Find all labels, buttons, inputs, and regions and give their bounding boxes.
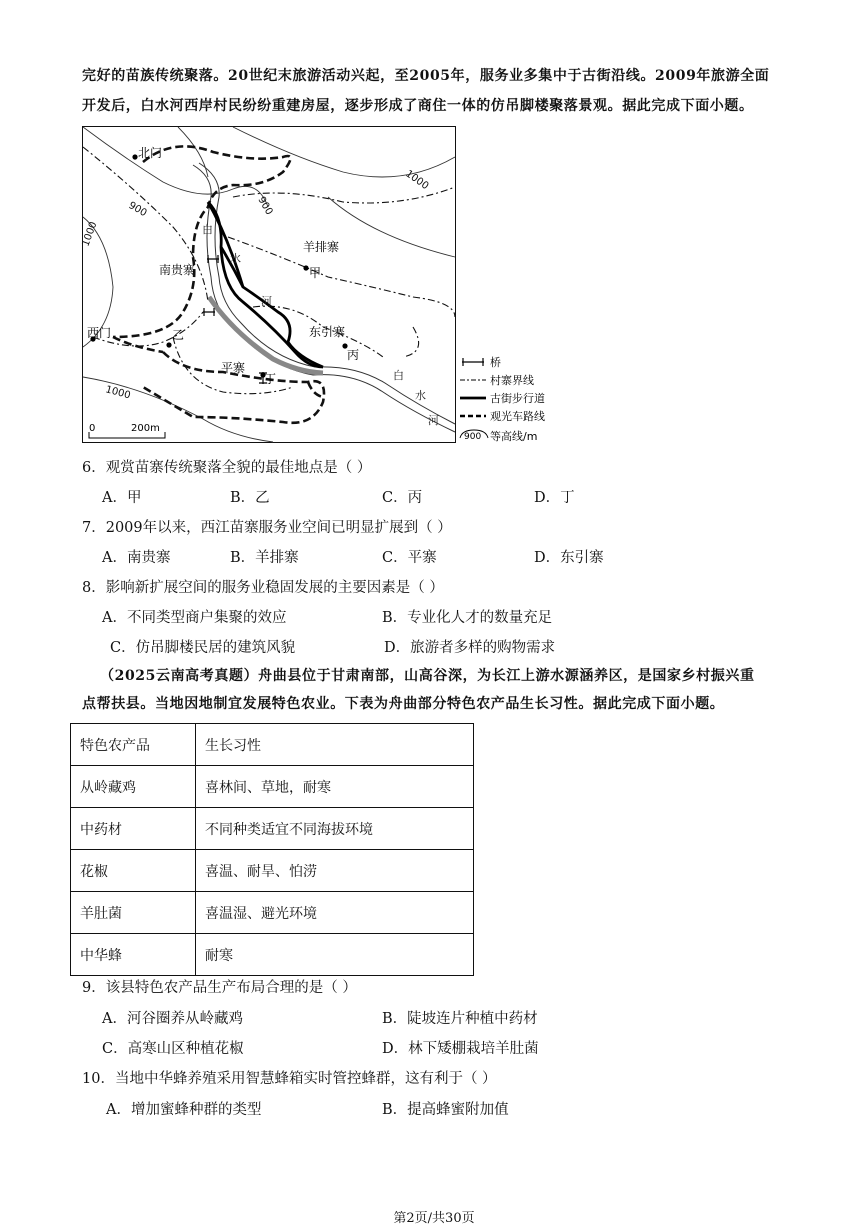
- q7-option-c[interactable]: C．平寨: [382, 550, 437, 566]
- map-legend: [458, 352, 578, 444]
- xijiang-map: [82, 126, 456, 443]
- contour-label: 1000: [80, 220, 100, 249]
- q6-option-a[interactable]: A．甲: [102, 490, 142, 506]
- q7-option-d[interactable]: D．东引寨: [534, 550, 604, 566]
- question-7: 7．2009年以来，西江苗寨服务业空间已明显扩展到（ ）: [82, 520, 452, 536]
- label-river-char: 河: [428, 414, 439, 427]
- q7-option-a[interactable]: A．南贵寨: [102, 550, 171, 566]
- bridge-icon: [462, 358, 484, 366]
- contour-label: 900: [255, 195, 275, 218]
- q7-option-b[interactable]: B．羊排寨: [230, 550, 299, 566]
- tour-bus-route-line: [308, 382, 323, 397]
- q9-option-b[interactable]: B．陡坡连片种植中药材: [382, 1011, 538, 1027]
- scale-zero: 0: [89, 423, 96, 434]
- question-6: 6．观赏苗寨传统聚落全貌的最佳地点是（ ）: [82, 460, 372, 476]
- table-row: [71, 892, 474, 934]
- table-cell: 羊肚菌: [71, 892, 196, 934]
- bridge-icon: [203, 308, 215, 316]
- label-west-gate: 西门: [87, 326, 112, 340]
- ancient-street-line: [208, 202, 323, 367]
- legend-label: 村寨界线: [490, 374, 534, 387]
- q6-option-c[interactable]: C．丙: [382, 490, 423, 506]
- q8-option-c[interactable]: C．仿吊脚楼民居的建筑风貌: [110, 640, 296, 656]
- label-river-char: 水: [230, 252, 241, 265]
- table-row: [71, 850, 474, 892]
- label-river-char: 河: [261, 295, 272, 308]
- table-cell: 中华蜂: [71, 934, 196, 976]
- q8-option-a[interactable]: A．不同类型商户集聚的效应: [102, 610, 287, 626]
- label-ding: 丁: [264, 372, 277, 386]
- question-10: 10．当地中华蜂养殖采用智慧蜂箱实时管控蜂群，这有利于（ ）: [82, 1071, 497, 1087]
- question-9: 9．该县特色农产品生产布局合理的是（ ）: [82, 980, 357, 996]
- q9-option-d[interactable]: D．林下矮棚栽培羊肚菌: [382, 1041, 539, 1057]
- legend-item-ancient-street: [460, 391, 545, 405]
- label-yangpaizhai: 羊排寨: [303, 240, 340, 254]
- q6-option-b[interactable]: B．乙: [230, 490, 270, 506]
- legend-label: 等高线/m: [490, 430, 538, 443]
- label-river-char: 水: [415, 389, 426, 402]
- table-row: [71, 808, 474, 850]
- table-cell: 从岭藏鸡: [71, 766, 196, 808]
- q10-option-a[interactable]: A．增加蜜蜂种群的类型: [106, 1102, 262, 1118]
- table-header-cell: 生长习性: [196, 724, 474, 766]
- table-cell: 耐寒: [196, 934, 474, 976]
- contour-label: 900: [126, 200, 149, 220]
- village-boundary: [403, 327, 419, 357]
- passage2-line-1: （2025云南高考真题）舟曲县位于甘肃南部，山高谷深，为长江上游水源涵养区，是国家乡村振兴重: [100, 668, 755, 684]
- label-river-char: 白: [202, 223, 213, 236]
- label-pingzhai: 平寨: [221, 361, 246, 375]
- label-bing: 丙: [347, 348, 360, 362]
- table-cell: 喜温湿、避光环境: [196, 892, 474, 934]
- legend-label: 观光车路线: [490, 410, 545, 423]
- label-yi: 乙: [172, 328, 185, 342]
- q8-option-d[interactable]: D．旅游者多样的购物需求: [384, 640, 556, 656]
- contour-label: 1000: [403, 168, 431, 193]
- intro-line-1: 完好的苗族传统聚落。20世纪末旅游活动兴起，至2005年，服务业多集中于古街沿线。2009年旅游全面: [82, 68, 770, 84]
- table-cell: 花椒: [71, 850, 196, 892]
- legend-label: 古街步行道: [490, 392, 545, 405]
- q6-option-d[interactable]: D．丁: [534, 490, 575, 506]
- contour-line: [233, 127, 455, 177]
- q9-option-a[interactable]: A．河谷圈养从岭藏鸡: [102, 1011, 243, 1027]
- contour-line: [83, 127, 268, 207]
- label-dongyinzhai: 东引寨: [309, 325, 346, 339]
- legend-sample: 900: [464, 432, 482, 442]
- table-row: [71, 934, 474, 976]
- label-north-gate: 北门: [138, 146, 163, 160]
- crop-habits-table: [70, 723, 474, 976]
- yangpaizhai-dot: [303, 265, 308, 270]
- tour-bus-route-line: [113, 146, 291, 337]
- table-cell: 喜林间、草地，耐寒: [196, 766, 474, 808]
- ancient-street-line: [208, 202, 323, 367]
- north-gate-dot: [132, 154, 137, 159]
- table-cell: 喜温、耐旱、怕涝: [196, 850, 474, 892]
- legend-item-contour: [460, 429, 537, 443]
- label-jia: 甲: [309, 266, 322, 280]
- contour-line: [328, 197, 455, 257]
- point-yi-dot: [166, 342, 171, 347]
- label-river-char: 白: [393, 369, 404, 382]
- q8-option-b[interactable]: B．专业化人才的数量充足: [382, 610, 553, 626]
- intro-line-2: 开发后，白水河西岸村民纷纷重建房屋，逐步形成了商住一体的仿吊脚楼聚落景观。据此完成下面小题。: [82, 98, 754, 114]
- table-header-cell: 特色农产品: [71, 724, 196, 766]
- label-nanguizhai: 南贵寨: [159, 263, 196, 277]
- q10-option-b[interactable]: B．提高蜂蜜附加值: [382, 1102, 509, 1118]
- village-boundary: [83, 147, 208, 302]
- river-bank-right: [199, 163, 455, 424]
- question-8: 8．影响新扩展空间的服务业稳固发展的主要因素是（ ）: [82, 580, 444, 596]
- page-number: 第2页/共30页: [393, 1211, 475, 1226]
- table-cell: 不同种类适宜不同海拔环境: [196, 808, 474, 850]
- table-header-row: [71, 724, 474, 766]
- passage2-line-2: 点帮扶县。当地因地制宜发展特色农业。下表为舟曲部分特色农产品生长习性。据此完成下面小题。: [82, 696, 725, 712]
- legend-label: 桥: [490, 356, 501, 369]
- legend-item-village-boundary: [460, 373, 534, 387]
- table-row: [71, 766, 474, 808]
- contour-line: [178, 127, 208, 177]
- table-cell: 中药材: [71, 808, 196, 850]
- q9-option-c[interactable]: C．高寒山区种植花椒: [102, 1041, 244, 1057]
- legend-item-tour-bus-route: [460, 409, 545, 423]
- scale-label: 200m: [131, 423, 160, 434]
- contour-label: 1000: [104, 384, 132, 402]
- legend-item-bridge: [462, 355, 501, 369]
